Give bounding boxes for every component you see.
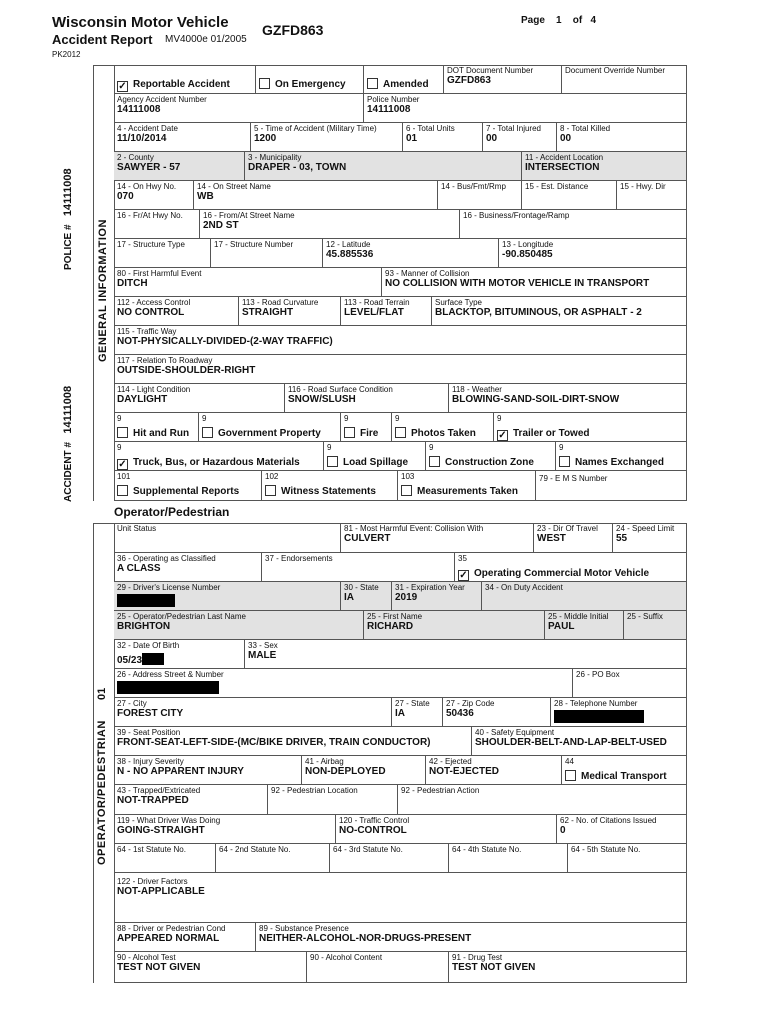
operator-section-title: Operator/Pedestrian: [114, 505, 230, 519]
load-spillage-checkbox[interactable]: 9 Load Spillage: [324, 442, 426, 471]
injury-severity: 38 - Injury Severity N - NO APPARENT INJURY: [114, 756, 302, 785]
bus-fmt-rmp: 14 - Bus/Fmt/Rmp: [438, 181, 522, 210]
access-control: 112 - Access Control NO CONTROL: [114, 297, 239, 326]
redaction-block: [554, 710, 644, 723]
pedestrian-action: 92 - Pedestrian Action: [398, 785, 687, 815]
most-harmful-event: 81 - Most Harmful Event: Collision With CULVERT: [341, 523, 534, 553]
road-terrain: 113 - Road Terrain LEVEL/FLAT: [341, 297, 432, 326]
hwy-direction: 15 - Hwy. Dir: [617, 181, 687, 210]
accident-date: 4 - Accident Date 11/10/2014: [114, 123, 251, 152]
substance-presence: 89 - Substance Presence NEITHER-ALCOHOL-NOR-DRUGS-PRESENT: [256, 923, 687, 952]
endorsements: 37 - Endorsements: [262, 553, 455, 582]
medical-transport-checkbox[interactable]: 44 Medical Transport: [562, 756, 687, 785]
po-box: 26 - PO Box: [573, 669, 687, 698]
zip-code: 27 - Zip Code 50436: [443, 698, 551, 727]
est-distance: 15 - Est. Distance: [522, 181, 617, 210]
road-surface-condition: 116 - Road Surface Condition SNOW/SLUSH: [285, 384, 449, 413]
license-state: 30 - State IA: [341, 582, 392, 611]
alcohol-test: 90 - Alcohol Test TEST NOT GIVEN: [114, 952, 307, 983]
county: 2 - County SAWYER - 57: [114, 152, 245, 181]
redaction-block: [117, 681, 219, 694]
accident-time: 5 - Time of Accident (Military Time) 1200: [251, 123, 403, 152]
city: 27 - City FOREST CITY: [114, 698, 392, 727]
dot-document-number: DOT Document Number GZFD863: [444, 65, 562, 94]
form-code: MV4000e 01/2005: [165, 34, 247, 45]
pk-code: PK2012: [52, 50, 81, 59]
alcohol-content: 90 - Alcohol Content: [307, 952, 449, 983]
seat-position: 39 - Seat Position FRONT-SEAT-LEFT-SIDE-(MC/BIKE DRIVER, TRAIN CONDUCTOR): [114, 727, 472, 756]
witness-statements-checkbox[interactable]: 102 Witness Statements: [262, 471, 398, 501]
unit-status: Unit Status: [114, 523, 341, 553]
longitude: 13 - Longitude -90.850485: [499, 239, 687, 268]
direction-of-travel: 23 - Dir Of Travel WEST: [534, 523, 613, 553]
general-info-label: GENERAL INFORMATION: [97, 219, 109, 362]
address-state: 27 - State IA: [392, 698, 443, 727]
police-number: Police Number 14111008: [364, 94, 687, 123]
on-emergency-checkbox[interactable]: On Emergency: [256, 65, 364, 94]
agency-accident-number: Agency Accident Number 14111008: [114, 94, 364, 123]
manner-of-collision: 93 - Manner of Collision NO COLLISION WITH MOTOR VEHICLE IN TRANSPORT: [382, 268, 687, 297]
municipality: 3 - Municipality DRAPER - 03, TOWN: [245, 152, 522, 181]
weather: 118 - Weather BLOWING-SAND-SOIL-DIRT-SNOW: [449, 384, 687, 413]
first-name: 25 - First Name RICHARD: [364, 611, 545, 640]
pedestrian-location: 92 - Pedestrian Location: [268, 785, 398, 815]
traffic-way: 115 - Traffic Way NOT-PHYSICALLY-DIVIDED-(2-WAY TRAFFIC): [114, 326, 687, 355]
citations-issued: 62 - No. of Citations Issued 0: [557, 815, 687, 844]
statute-3: 64 - 3rd Statute No.: [330, 844, 449, 873]
date-of-birth: 32 - Date Of Birth 05/23: [114, 640, 245, 669]
redaction-block: [142, 653, 164, 665]
latitude: 12 - Latitude 45.885536: [323, 239, 499, 268]
structure-number: 17 - Structure Number: [211, 239, 323, 268]
statute-4: 64 - 4th Statute No.: [449, 844, 568, 873]
photos-taken-checkbox[interactable]: 9 Photos Taken: [392, 413, 494, 442]
operating-commercial-vehicle-checkbox[interactable]: 35 ✓ Operating Commercial Motor Vehicle: [455, 553, 687, 582]
on-hwy-number: 14 - On Hwy No. 070: [114, 181, 194, 210]
middle-initial: 25 - Middle Initial PAUL: [545, 611, 624, 640]
trailer-towed-checkbox[interactable]: 9 ✓ Trailer or Towed: [494, 413, 687, 442]
operating-class: 36 - Operating as Classified A CLASS: [114, 553, 262, 582]
total-units: 6 - Total Units 01: [403, 123, 483, 152]
construction-zone-checkbox[interactable]: 9 Construction Zone: [426, 442, 556, 471]
relation-to-roadway: 117 - Relation To Roadway OUTSIDE-SHOULDER-RIGHT: [114, 355, 687, 384]
from-at-street-name: 16 - From/At Street Name 2ND ST: [200, 210, 460, 239]
traffic-control: 120 - Traffic Control NO-CONTROL: [336, 815, 557, 844]
first-harmful-event: 80 - First Harmful Event DITCH: [114, 268, 382, 297]
supplemental-reports-checkbox[interactable]: 101 Supplemental Reports: [114, 471, 262, 501]
driver-condition: 88 - Driver or Pedestrian Cond APPEARED NORMAL: [114, 923, 256, 952]
sex: 33 - Sex MALE: [245, 640, 687, 669]
statute-5: 64 - 5th Statute No.: [568, 844, 687, 873]
document-override-number: Document Override Number: [562, 65, 687, 94]
airbag: 41 - Airbag NON-DEPLOYED: [302, 756, 426, 785]
statute-1: 64 - 1st Statute No.: [114, 844, 216, 873]
on-street-name: 14 - On Street Name WB: [194, 181, 438, 210]
safety-equipment: 40 - Safety Equipment SHOULDER-BELT-AND-LAP-BELT-USED: [472, 727, 687, 756]
page-indicator: Page 1 of 4: [521, 15, 597, 26]
drivers-license-number: 29 - Driver's License Number: [114, 582, 341, 611]
redaction-block: [117, 594, 175, 607]
total-killed: 8 - Total Killed 00: [557, 123, 687, 152]
light-condition: 114 - Light Condition DAYLIGHT: [114, 384, 285, 413]
telephone-number: 28 - Telephone Number: [551, 698, 687, 727]
reportable-accident-checkbox[interactable]: ✓ Reportable Accident: [114, 65, 256, 94]
doc-code: GZFD863: [262, 22, 324, 38]
from-at-hwy-number: 16 - Fr/At Hwy No.: [114, 210, 200, 239]
amended-checkbox[interactable]: Amended: [364, 65, 444, 94]
driver-factors: 122 - Driver Factors NOT-APPLICABLE: [114, 873, 687, 923]
police-number-side: POLICE # 14111008: [62, 168, 74, 270]
measurements-taken-checkbox[interactable]: 103 Measurements Taken: [398, 471, 536, 501]
drug-test: 91 - Drug Test TEST NOT GIVEN: [449, 952, 687, 983]
total-injured: 7 - Total Injured 00: [483, 123, 557, 152]
accident-number-side: ACCIDENT # 14111008: [62, 385, 74, 502]
government-property-checkbox[interactable]: 9 Government Property: [199, 413, 341, 442]
names-exchanged-checkbox[interactable]: 9 Names Exchanged: [556, 442, 687, 471]
speed-limit: 24 - Speed Limit 55: [613, 523, 687, 553]
trapped-extricated: 43 - Trapped/Extricated NOT-TRAPPED: [114, 785, 268, 815]
hit-and-run-checkbox[interactable]: 9 Hit and Run: [114, 413, 199, 442]
form-title: Wisconsin Motor Vehicle: [52, 14, 229, 31]
operator-pedestrian-label: OPERATOR/PEDESTRIAN: [96, 720, 108, 865]
accident-location: 11 - Accident Location INTERSECTION: [522, 152, 687, 181]
structure-type: 17 - Structure Type: [114, 239, 211, 268]
statute-2: 64 - 2nd Statute No.: [216, 844, 330, 873]
fire-checkbox[interactable]: 9 Fire: [341, 413, 392, 442]
business-frontage-ramp: 16 - Business/Frontage/Ramp: [460, 210, 687, 239]
ems-number: 79 - E M S Number: [536, 471, 687, 501]
last-name: 25 - Operator/Pedestrian Last Name BRIGHTON: [114, 611, 364, 640]
suffix: 25 - Suffix: [624, 611, 687, 640]
ejected: 42 - Ejected NOT-EJECTED: [426, 756, 562, 785]
on-duty-accident: 34 - On Duty Accident: [482, 582, 687, 611]
address: 26 - Address Street & Number: [114, 669, 573, 698]
unit-number: 01: [96, 687, 108, 700]
surface-type: Surface Type BLACKTOP, BITUMINOUS, OR ASPHALT - 2: [432, 297, 687, 326]
what-driver-was-doing: 119 - What Driver Was Doing GOING-STRAIGHT: [114, 815, 336, 844]
form-subtitle: Accident Report: [52, 32, 153, 47]
expiration-year: 31 - Expiration Year 2019: [392, 582, 482, 611]
truck-bus-hazmat-checkbox[interactable]: 9 ✓ Truck, Bus, or Hazardous Materials: [114, 442, 324, 471]
road-curvature: 113 - Road Curvature STRAIGHT: [239, 297, 341, 326]
